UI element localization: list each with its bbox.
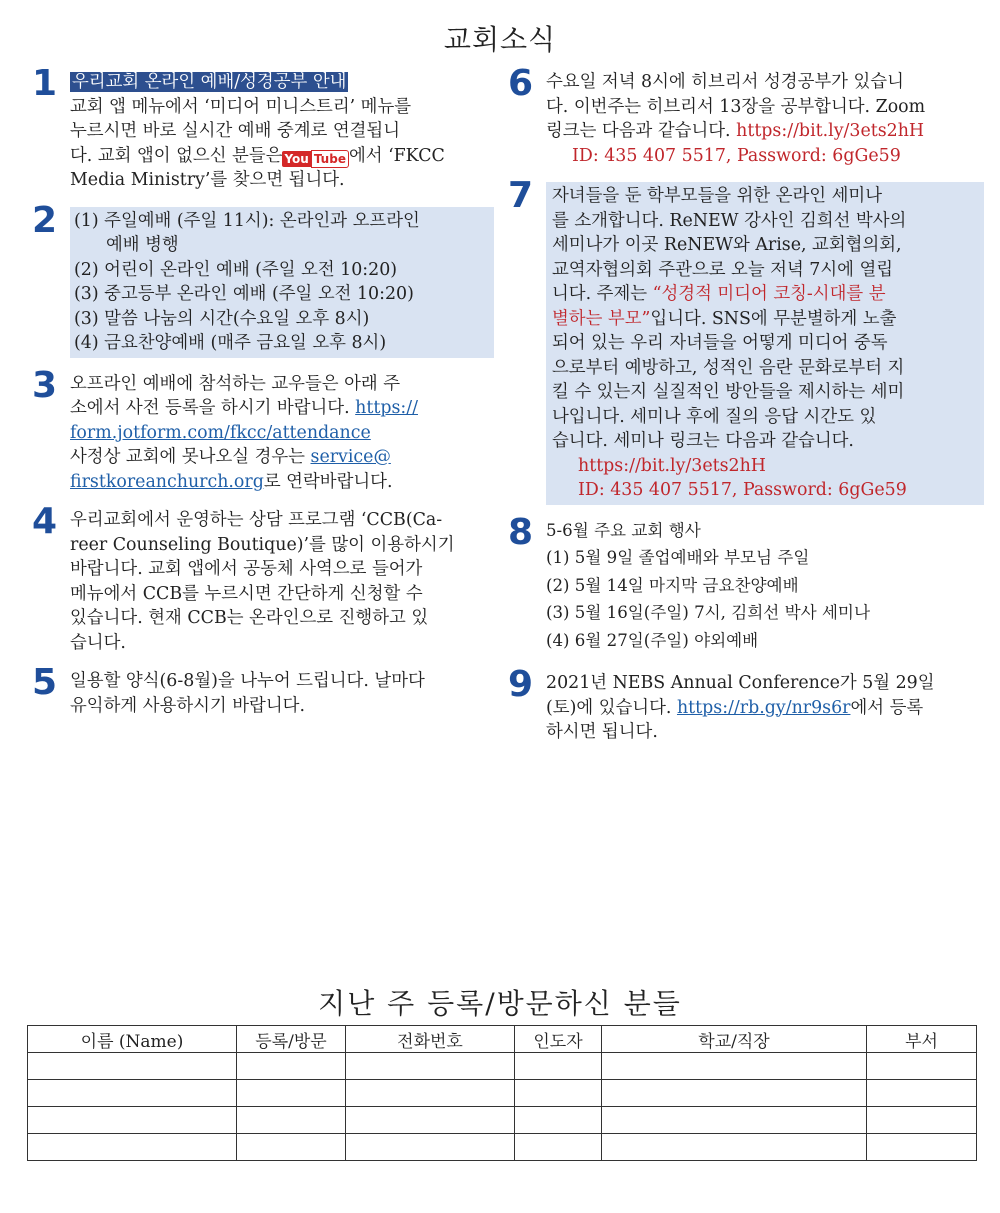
item-4-line-6: 습니다. xyxy=(70,632,126,653)
table-cell[interactable] xyxy=(867,1053,977,1080)
item-7-line-8: 으로부터 예방하고, 성적인 음란 문화로부터 지 xyxy=(552,357,905,378)
table-cell[interactable] xyxy=(602,1107,867,1134)
zoom-id-wednesday: ID: 435 407 5517, Password: 6gGe59 xyxy=(572,145,901,166)
item-3-line-4-pre: 사정상 교회에 못나오실 경우는 xyxy=(70,447,305,467)
event-3: (3) 5월 16일(주일) 7시, 김희선 박사 세미나 xyxy=(546,603,870,622)
table-cell[interactable] xyxy=(346,1080,515,1107)
news-item-1 xyxy=(32,63,494,193)
item-9-line-2 xyxy=(546,696,984,721)
table-cell[interactable] xyxy=(346,1053,515,1080)
item-number-4: 4 xyxy=(32,501,58,542)
item-7-line-10: 나입니다. 세미나 후에 질의 응답 시간도 있 xyxy=(552,406,877,427)
item-6-line-1: 수요일 저녁 8시에 히브리서 성경공부가 있습니 xyxy=(546,72,904,92)
table-cell[interactable] xyxy=(237,1053,346,1080)
item-3-line-5 xyxy=(70,470,494,495)
table-row xyxy=(28,1107,977,1134)
item-1-line-3-pre: 다. 교회 앱이 없으신 분들은 xyxy=(70,145,283,166)
item-7-line-6-post: 입니다. SNS에 무분별하게 노출 xyxy=(650,308,897,329)
email-link-part-1[interactable]: service@ xyxy=(310,447,391,467)
item-7-line-9: 킬 수 있는지 실질적인 방안들을 제시하는 세미 xyxy=(552,382,905,402)
attendance-link-part-1[interactable]: https:// xyxy=(355,398,418,418)
item-3-line-2 xyxy=(70,396,494,421)
item-4-line-4: 메뉴에서 CCB를 누르시면 간단하게 신청할 수 xyxy=(70,583,423,604)
table-cell[interactable] xyxy=(346,1134,515,1161)
item-number-6: 6 xyxy=(508,63,534,104)
zoom-link-wednesday[interactable]: https://bit.ly/3ets2hH xyxy=(736,121,925,141)
col-phone: 전화번호 xyxy=(346,1026,515,1053)
item-5-line-1: 일용할 양식(6-8월)을 나누어 드립니다. 날마다 xyxy=(70,671,425,691)
seminar-topic-part-2: 별하는 부모” xyxy=(552,308,651,329)
item-3-line-5-post: 로 연락바랍니다. xyxy=(263,471,393,492)
schedule-line-4: (3) 말씀 나눔의 시간(수요일 오후 8시) xyxy=(74,308,370,329)
item-number-9: 9 xyxy=(508,664,534,705)
item-text-5 xyxy=(70,669,494,718)
email-link-part-2[interactable]: firstkoreanchurch.org xyxy=(70,471,264,492)
item-text-8 xyxy=(546,519,984,654)
item-3-line-2-pre: 소에서 사전 등록을 하시기 바랍니다. xyxy=(70,398,350,418)
table-cell[interactable] xyxy=(237,1080,346,1107)
item-7-line-3: 세미나가 이곳 ReNEW와 Arise, 교회협의회, xyxy=(552,235,902,255)
item-1-heading: 우리교회 온라인 예배/성경공부 안내 xyxy=(72,72,347,92)
schedule-line-1: (1) 주일예배 (주일 11시): 온라인과 오프라인 xyxy=(74,210,420,231)
schedule-line-1b: 예배 병행 xyxy=(106,235,179,255)
table-cell[interactable] xyxy=(28,1080,237,1107)
table-cell[interactable] xyxy=(602,1134,867,1161)
seminar-topic-part-1: “성경적 미디어 코칭-시대를 분 xyxy=(652,284,886,304)
item-text-6 xyxy=(546,70,984,168)
event-1: (1) 5월 9일 졸업예배와 부모님 주일 xyxy=(546,548,810,567)
item-3-line-4 xyxy=(70,445,494,470)
youtube-you: You xyxy=(284,151,309,166)
table-cell[interactable] xyxy=(28,1134,237,1161)
item-6-line-2: 다. 이번주는 히브리서 13장을 공부합니다. Zoom xyxy=(546,96,926,117)
news-item-5 xyxy=(32,662,494,718)
youtube-tube: Tube xyxy=(311,150,349,168)
news-item-3 xyxy=(32,364,494,495)
right-column xyxy=(508,63,984,759)
news-item-2 xyxy=(32,199,494,358)
item-5-line-2: 유익하게 사용하시기 바랍니다. xyxy=(70,695,305,716)
item-7-line-2: 를 소개합니다. ReNEW 강사인 김희선 박사의 xyxy=(552,210,907,231)
col-name: 이름 (Name) xyxy=(28,1026,237,1053)
table-cell[interactable] xyxy=(867,1080,977,1107)
item-4-line-3: 바랍니다. 교회 앱에서 공동체 사역으로 들어가 xyxy=(70,559,423,579)
youtube-logo-icon xyxy=(282,150,349,168)
item-number-7: 7 xyxy=(508,175,534,216)
table-cell[interactable] xyxy=(602,1053,867,1080)
item-number-5: 5 xyxy=(32,662,58,703)
events-heading: 5-6월 주요 교회 행사 xyxy=(546,520,701,540)
item-9-line-3: 하시면 됩니다. xyxy=(546,722,658,742)
item-6-line-3 xyxy=(546,119,984,144)
item-9-line-2-post: 에서 등록 xyxy=(850,697,924,718)
item-7-line-11: 습니다. 세미나 링크는 다음과 같습니다. xyxy=(552,431,854,451)
table-cell[interactable] xyxy=(346,1107,515,1134)
table-cell[interactable] xyxy=(237,1107,346,1134)
table-cell[interactable] xyxy=(28,1107,237,1134)
seminar-box xyxy=(546,182,984,505)
page-title: 교회소식 xyxy=(443,23,557,56)
col-school-work: 학교/직장 xyxy=(602,1026,867,1053)
worship-schedule xyxy=(70,207,494,358)
news-item-8 xyxy=(508,511,984,654)
item-text-4 xyxy=(70,508,494,655)
conference-link[interactable]: https://rb.gy/nr9s6r xyxy=(676,697,851,718)
item-text-1 xyxy=(70,70,494,193)
item-7-line-7: 되어 있는 우리 자녀들을 어떻게 미디어 중독 xyxy=(552,333,888,353)
item-4-line-2: reer Counseling Boutique)’를 많이 이용하시기 xyxy=(70,534,455,555)
col-department: 부서 xyxy=(867,1026,977,1053)
visitors-table xyxy=(27,1025,977,1161)
item-6-line-3-pre: 링크는 다음과 같습니다. xyxy=(546,121,731,141)
schedule-line-2: (2) 어린이 온라인 예배 (주일 오전 10:20) xyxy=(74,259,398,280)
table-row xyxy=(28,1080,977,1107)
seminar-link[interactable]: https://bit.ly/3ets2hH xyxy=(578,455,766,476)
item-4-line-1: 우리교회에서 운영하는 상담 프로그램 ‘CCB(Ca- xyxy=(70,510,443,530)
item-9-line-2-pre: (토)에 있습니다. xyxy=(546,697,672,718)
table-cell[interactable] xyxy=(602,1080,867,1107)
item-number-2: 2 xyxy=(32,199,58,241)
table-cell[interactable] xyxy=(237,1134,346,1161)
table-cell[interactable] xyxy=(515,1080,602,1107)
item-1-line-3 xyxy=(70,144,494,169)
table-header-row xyxy=(28,1026,977,1053)
item-number-8: 8 xyxy=(508,511,534,553)
col-register-visit: 등록/방문 xyxy=(237,1026,346,1053)
left-column xyxy=(32,63,494,732)
col-guide: 인도자 xyxy=(515,1026,602,1053)
item-4-line-5: 있습니다. 현재 CCB는 온라인으로 진행하고 있 xyxy=(70,608,429,628)
table-cell[interactable] xyxy=(515,1053,602,1080)
item-1-line-3-post: 에서 ‘FKCC xyxy=(348,145,445,166)
item-1-line-4: Media Ministry’를 찾으면 됩니다. xyxy=(70,170,345,190)
item-1-line-2: 누르시면 바로 실시간 예배 중계로 연결됩니 xyxy=(70,121,401,141)
item-9-line-1: 2021년 NEBS Annual Conference가 5월 29일 xyxy=(546,673,935,693)
visitors-title: 지난 주 등록/방문하신 분들 xyxy=(318,987,682,1020)
item-7-line-5-pre: 니다. 주제는 xyxy=(552,284,648,304)
news-item-4 xyxy=(32,501,494,655)
news-item-9 xyxy=(508,664,984,745)
table-cell[interactable] xyxy=(515,1134,602,1161)
item-3-line-1: 오프라인 예배에 참석하는 교우들은 아래 주 xyxy=(70,373,401,394)
item-text-9 xyxy=(546,671,984,745)
item-1-line-1: 교회 앱 메뉴에서 ‘미디어 미니스트리’ 메뉴를 xyxy=(70,96,412,117)
schedule-line-5: (4) 금요찬양예배 (매주 금요일 오후 8시) xyxy=(74,333,387,353)
item-7-line-6 xyxy=(552,307,978,332)
item-7-line-1: 자녀들을 둔 학부모들을 위한 온라인 세미나 xyxy=(552,186,883,206)
attendance-link-part-2[interactable]: form.jotform.com/fkcc/attendance xyxy=(70,422,371,443)
table-cell[interactable] xyxy=(867,1134,977,1161)
table-row xyxy=(28,1053,977,1080)
news-item-7 xyxy=(508,175,984,505)
event-2: (2) 5월 14일 마지막 금요찬양예배 xyxy=(546,575,799,595)
seminar-zoom-id: ID: 435 407 5517, Password: 6gGe59 xyxy=(578,480,907,500)
schedule-line-3: (3) 중고등부 온라인 예배 (주일 오전 10:20) xyxy=(74,284,414,304)
event-4: (4) 6월 27일(주일) 야외예배 xyxy=(546,630,759,650)
table-cell[interactable] xyxy=(515,1107,602,1134)
item-number-3: 3 xyxy=(32,364,58,406)
item-7-line-4: 교역자협의회 주관으로 오늘 저녁 7시에 열립 xyxy=(552,259,894,280)
table-row xyxy=(28,1134,977,1161)
item-text-3 xyxy=(70,372,494,495)
item-number-1: 1 xyxy=(32,63,58,104)
table-cell[interactable] xyxy=(28,1053,237,1080)
item-7-line-5 xyxy=(552,282,978,307)
table-cell[interactable] xyxy=(867,1107,977,1134)
news-item-6 xyxy=(508,63,984,168)
